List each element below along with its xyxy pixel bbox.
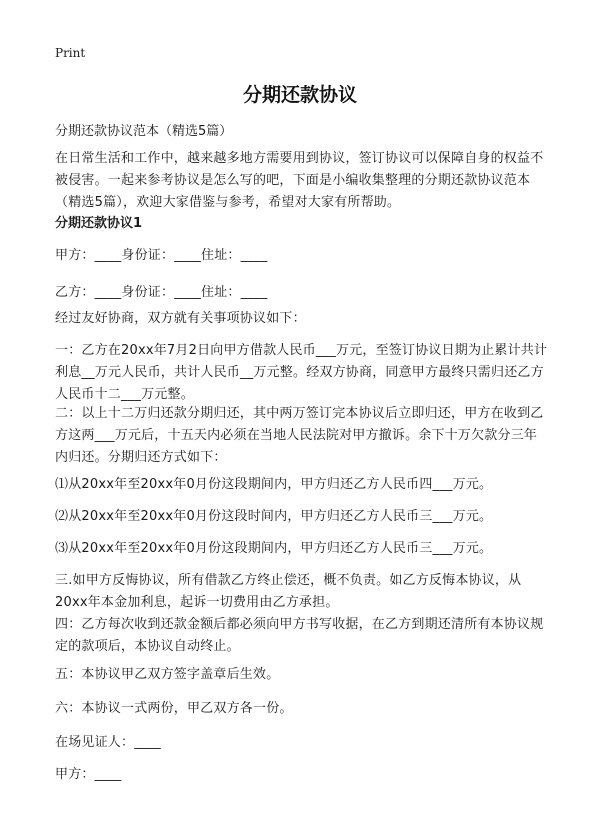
installment-1: ⑴从20xx年至20xx年0月份这段期间内，甲方归还乙方人民币四___万元。	[55, 477, 493, 492]
installment-3: ⑶从20xx年至20xx年0月份这段期间内，甲方归还乙方人民币三___万元。	[55, 541, 493, 556]
clause-6: 六：本协议一式两份，甲乙双方各一份。	[55, 701, 293, 716]
clause-1: 一：乙方在20xx年7月2日向甲方借款人民币___万元，至签订协议日期为止累计共计利息__万元人民币，共计人民币__万元整。经双方协商，同意甲方最终只需归还乙方人民币十二___万元整。	[55, 343, 548, 402]
clause-2: 二：以上十二万归还款分期归还，其中两万签订完本协议后立即归还，甲方在收到乙方这两___万元后，十五天内必须在当地人民法院对甲方撤诉。余下十万欠款分三年内归还。分期归还方式如下：	[55, 406, 544, 465]
consensus-line: 经过友好协商，双方就有关事项协议如下：	[55, 311, 306, 326]
document-title: 分期还款协议	[242, 84, 357, 106]
section-heading: 分期还款协议1	[55, 216, 143, 231]
clause-3: 三.如甲方反悔协议，所有借款乙方终止偿还，概不负责。如乙方反悔本协议，从20xx年本金加利息，起诉一切费用由乙方承担。	[55, 573, 522, 610]
party-a-signature: 甲方：____	[55, 767, 122, 782]
clause-4: 四：乙方每次收到还款金额后都必须向甲方书写收据，在乙方到期还清所有本协议规定的款项后，本协议自动终止。	[55, 617, 544, 654]
installment-2: ⑵从20xx年至20xx年0月份这段时间内，甲方归还乙方人民币三___万元。	[55, 509, 493, 524]
intro-paragraph: 在日常生活和工作中，越来越多地方需要用到协议，签订协议可以保障自身的权益不被侵害。一起来参考协议是怎么写的吧，下面是小编收集整理的分期还款协议范本（精选5篇），欢迎大家借鉴与参考，希望对大家有所帮助。	[55, 151, 544, 210]
document-subtitle: 分期还款协议范本（精选5篇）	[55, 124, 233, 139]
party-a-line: 甲方：____身份证：____住址：____	[55, 248, 268, 263]
witness-line: 在场见证人：____	[55, 735, 162, 750]
clause-5: 五：本协议甲乙双方签字盖章后生效。	[55, 667, 280, 682]
print-label: Print	[55, 46, 86, 60]
party-b-line: 乙方：____身份证：____住址：____	[55, 285, 268, 300]
